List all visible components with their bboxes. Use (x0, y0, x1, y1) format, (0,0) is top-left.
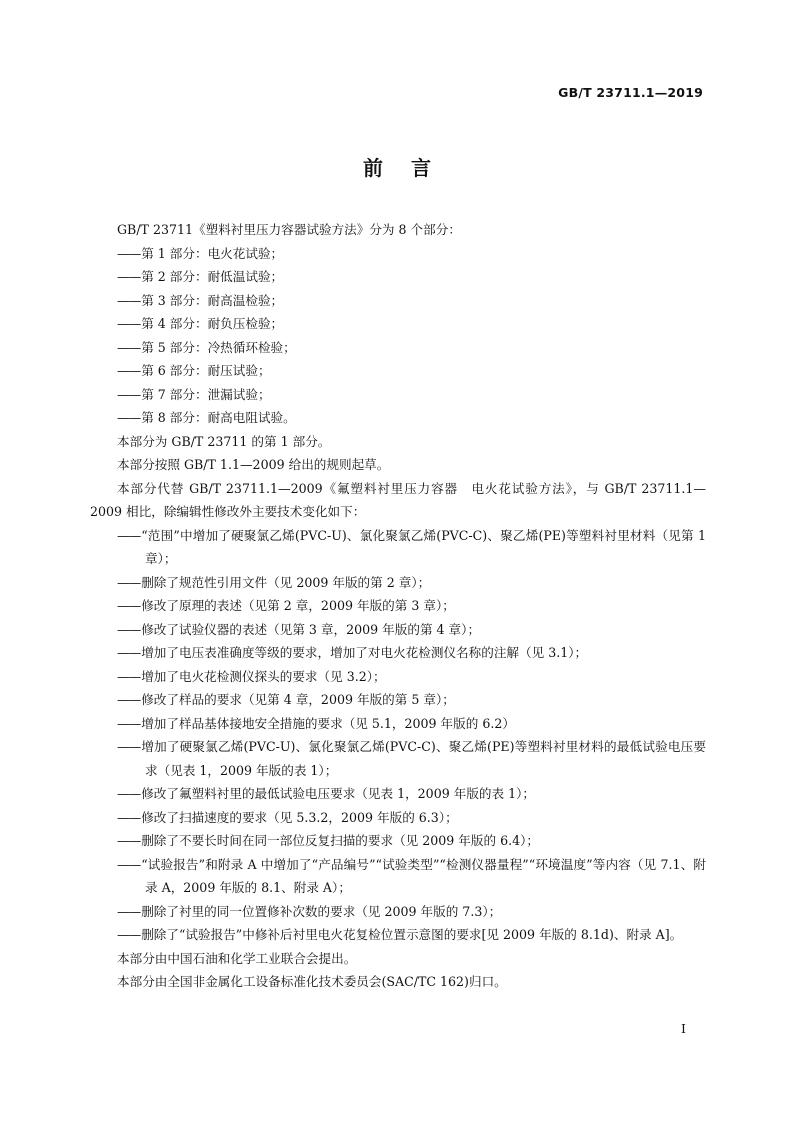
page-number: I (681, 1021, 686, 1036)
part-statement: 本部分为 GB/T 23711 的第 1 部分。 (117, 433, 331, 449)
drafting-rule: 本部分按照 GB/T 1.1—2009 给出的规则起草。 (117, 457, 390, 472)
list-item: —— 修改了原理的表述（见第 2 章，2009 年版的第 3 章）； (90, 594, 706, 618)
list-item: —— 第 4 部分：耐负压检验； (90, 312, 706, 336)
list-item: —— 增加了硬聚氯乙烯(PVC-U)、氯化聚氯乙烯(PVC-C)、聚乙烯(PE)等塑料衬里材料的最低试验电压要求（见表 1，2009 年版的表 1）； (90, 735, 706, 782)
replacement-statement: 本部分代替 GB/T 23711.1—2009《氟塑料衬里压力容器 电火花试验方法》，与 GB/T 23711.1—2009 相比，除编辑性修改外主要技术变化如下： (90, 480, 706, 519)
list-item: —— 增加了电压表准确度等级的要求，增加了对电火花检测仪名称的注解（见 3.1）； (90, 641, 706, 665)
list-item: —— 增加了电火花检测仪探头的要求（见 3.2）； (90, 665, 706, 689)
list-item: —— 修改了氟塑料衬里的最低试验电压要求（见表 1，2009 年版的表 1）； (90, 782, 706, 806)
list-item: —— 第 5 部分：冷热循环检验； (90, 336, 706, 360)
managed-by: 本部分由全国非金属化工设备标准化技术委员会(SAC/TC 162)归口。 (117, 974, 507, 989)
list-item: —— “试验报告”和附录 A 中增加了“产品编号”“试验类型”“检测仪器量程”“环境温度”等内容（见 7.1、附录 A，2009 年版的 8.1、附录 A）； (90, 853, 706, 900)
proposed-by: 本部分由中国石油和化学工业联合会提出。 (117, 950, 357, 966)
list-item: —— 删除了“试验报告”中修补后衬里电火花复检位置示意图的要求[见 2009 年版的 8.1d)、附录 A]。 (90, 923, 706, 947)
list-item: —— 第 7 部分：泄漏试验； (90, 383, 706, 407)
list-item: —— 删除了不要长时间在同一部位反复扫描的要求（见 2009 年版的 6.4）； (90, 829, 706, 853)
list-item: —— 第 2 部分：耐低温试验； (90, 265, 706, 289)
list-item: —— 删除了规范性引用文件（见 2009 年版的第 2 章）； (90, 571, 706, 595)
list-item: —— 第 6 部分：耐压试验； (90, 359, 706, 383)
standard-code: GB/T 23711.1—2019 (558, 85, 703, 100)
list-item: —— 修改了试验仪器的表述（见第 3 章，2009 年版的第 4 章）； (90, 618, 706, 642)
foreword-body (90, 218, 706, 994)
intro-paragraph: GB/T 23711《塑料衬里压力容器试验方法》分为 8 个部分： (117, 222, 461, 237)
page-title: 前言 (363, 156, 459, 180)
list-item: —— “范围”中增加了硬聚氯乙烯(PVC-U)、氯化聚氯乙烯(PVC-C)、聚乙烯(PE)等塑料衬里材料（见第 1 章）； (90, 524, 706, 571)
list-item: —— 第 8 部分：耐高电阻试验。 (90, 406, 706, 430)
list-item: —— 删除了衬里的同一位置修补次数的要求（见 2009 年版的 7.3）； (90, 900, 706, 924)
list-item: —— 修改了扫描速度的要求（见 5.3.2，2009 年版的 6.3）； (90, 806, 706, 830)
list-item: —— 修改了样品的要求（见第 4 章，2009 年版的第 5 章）； (90, 688, 706, 712)
list-item: —— 第 3 部分：耐高温检验； (90, 289, 706, 313)
list-item: —— 增加了样品基体接地安全措施的要求（见 5.1，2009 年版的 6.2） (90, 712, 706, 736)
list-item: —— 第 1 部分：电火花试验； (90, 242, 706, 266)
